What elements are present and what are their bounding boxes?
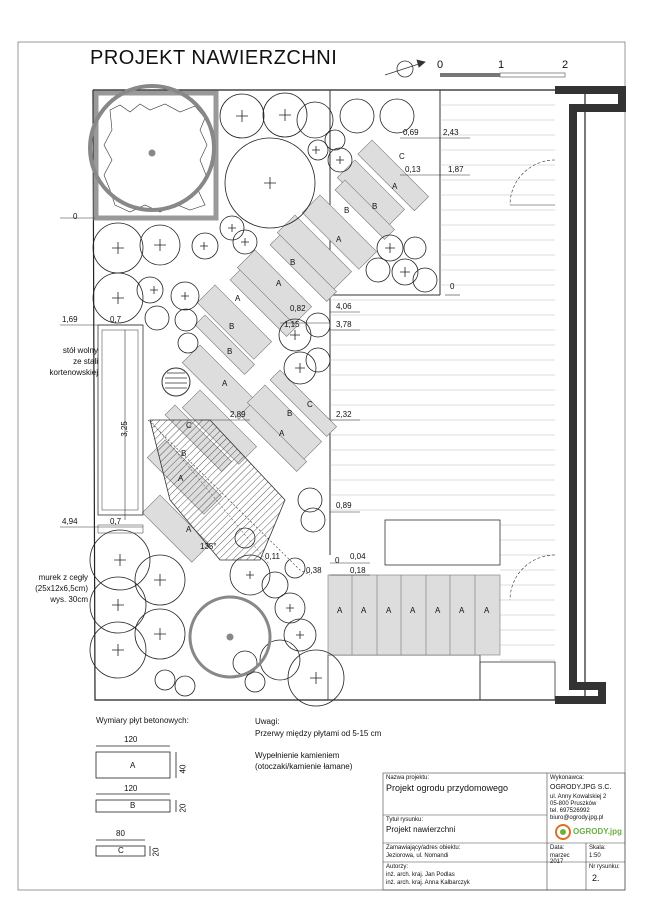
dimension-label: 4,94 xyxy=(62,517,78,526)
plate-label: A xyxy=(392,182,398,191)
plate-label: A xyxy=(276,279,282,288)
table-label-line3: kortenowskiej xyxy=(49,368,98,377)
tb-location: Jeziorowa, ul. Nomandi xyxy=(386,853,449,859)
plate-label: A xyxy=(459,606,465,615)
plate-label: A xyxy=(186,525,192,534)
dimension-label: 0,7 xyxy=(110,517,122,526)
notes-fill-1: Wypełnienie kamieniem xyxy=(255,751,340,760)
scale-label-0: 0 xyxy=(437,59,444,71)
dimension-label: 0,11 xyxy=(265,552,280,561)
dimension-label: 4,06 xyxy=(336,302,352,311)
plate-label: A xyxy=(337,606,343,615)
plate-label: A xyxy=(435,606,441,615)
plate-label: B xyxy=(372,202,378,211)
elevation-label: 0 xyxy=(73,212,78,221)
dimension-label: 2,32 xyxy=(336,410,352,419)
plate-label: B xyxy=(181,449,187,458)
legend-plate-c-name: C xyxy=(118,846,124,855)
tb-drawing-no: 2. xyxy=(592,873,600,883)
plate-label: B xyxy=(287,409,293,418)
angle-label: 135° xyxy=(200,542,217,551)
dimension-label: 2,43 xyxy=(443,128,459,137)
dimension-label: 1,87 xyxy=(448,165,464,174)
legend-plate-b-depth: 20 xyxy=(178,803,188,813)
dimension-label: 0,82 xyxy=(290,304,306,313)
plate-label: C xyxy=(307,400,313,409)
tb-author-2: inż. arch. kraj. Anna Kalbarczyk xyxy=(386,880,470,886)
dimension-label: 0,7 xyxy=(110,315,122,324)
dimension-label: 0,69 xyxy=(403,128,419,137)
dimension-label: 0,04 xyxy=(350,552,366,561)
tb-drawing-no-label: Nr rysunku: xyxy=(589,864,620,870)
plate-label: A xyxy=(361,606,367,615)
plate-label: A xyxy=(484,606,490,615)
legend-plate-c-depth: 20 xyxy=(151,847,161,857)
plate-label: B xyxy=(290,258,296,267)
table-label-line2: ze stali xyxy=(73,357,98,366)
scale-bar xyxy=(440,73,565,77)
round-table xyxy=(162,368,190,396)
legend-plate-b-width: 120 xyxy=(124,784,138,793)
tb-email: biuro@ogrody.jpg.pl xyxy=(550,815,604,821)
elevation-label: 0 xyxy=(450,282,455,291)
dimension-label: 0,38 xyxy=(306,566,322,575)
tb-address-2: 05-800 Pruszków xyxy=(550,801,597,807)
notes-heading: Uwagi: xyxy=(255,717,280,726)
legend-plate-a-width: 120 xyxy=(124,735,138,744)
tb-date-label: Data: xyxy=(550,845,565,851)
plate-label: C xyxy=(186,421,192,430)
plate-label: B xyxy=(227,347,233,356)
plate-label: A xyxy=(279,429,285,438)
elevation-label: 0 xyxy=(335,556,340,565)
dimension-label: 0,89 xyxy=(336,501,352,510)
wall-label-line3: wys. 30cm xyxy=(50,595,88,604)
table-label-line1: stół wolny xyxy=(62,346,98,355)
plate-label: A xyxy=(336,235,342,244)
dimension-label: 1,69 xyxy=(62,315,78,324)
plate-label: A xyxy=(410,606,416,615)
tb-drawing-title: Projekt nawierzchni xyxy=(386,825,456,834)
tb-contractor-label: Wykonawca: xyxy=(550,775,584,781)
plate-label: A xyxy=(386,606,392,615)
tb-logo-text: OGRODY.jpg xyxy=(573,827,622,836)
tb-date-value: marzec 2017 xyxy=(550,853,570,865)
wall-label-line1: murek z cegły xyxy=(38,573,88,582)
plate-label: C xyxy=(399,152,405,161)
tree-crown-large xyxy=(90,86,214,210)
tb-location-label: Zamawiający/adres obiektu: xyxy=(386,845,461,851)
plate-label: A xyxy=(235,294,241,303)
legend-plate-b-name: B xyxy=(130,801,136,810)
dimension-label: 3,78 xyxy=(336,320,352,329)
tb-scale-label: Skala: xyxy=(589,845,606,851)
tb-project-name: Projekt ogrodu przydomowego xyxy=(386,783,509,793)
paving-row xyxy=(328,575,500,655)
tb-drawing-title-label: Tytuł rysunku: xyxy=(386,817,424,823)
legend-heading: Wymiary płyt betonowych: xyxy=(96,716,189,725)
tb-authors-label: Autorzy: xyxy=(386,864,409,870)
tb-address-1: ul. Anny Kowalskiej 2 xyxy=(550,794,607,800)
dimension-label: 0,13 xyxy=(405,165,421,174)
wall-label-line2: (25x12x6,5cm) xyxy=(35,584,88,593)
building-wall xyxy=(555,90,622,700)
tb-phone: tel. 697526992 xyxy=(550,808,590,814)
dimension-label: 1,15 xyxy=(284,320,300,329)
legend-plate-a-depth: 40 xyxy=(178,764,188,774)
tb-scale-value: 1:50 xyxy=(589,853,601,859)
plate-label: B xyxy=(229,322,235,331)
dimension-label: 0,18 xyxy=(350,566,366,575)
scale-label-1: 1 xyxy=(498,59,505,71)
scale-label-2: 2 xyxy=(562,59,569,71)
legend-plate-a-name: A xyxy=(130,761,136,770)
tb-project-name-label: Nazwa projektu: xyxy=(386,775,430,781)
plate-label: A xyxy=(178,474,184,483)
page-title: PROJEKT NAWIERZCHNI xyxy=(90,47,338,69)
plate-label: B xyxy=(344,206,350,215)
plate-label: A xyxy=(222,379,228,388)
dimension-label: 3,25 xyxy=(119,421,129,437)
legend-plate-c-width: 80 xyxy=(116,829,125,838)
tb-company: OGRODY.JPG S.C. xyxy=(550,784,612,791)
notes-gaps: Przerwy między płytami od 5-15 cm xyxy=(255,729,382,738)
tb-author-1: inż. arch. kraj. Jan Podlas xyxy=(386,872,455,878)
north-arrow-icon xyxy=(385,60,425,77)
dimension-label: 2,89 xyxy=(230,410,246,419)
notes-fill-2: (otoczaki/kamienie łamane) xyxy=(255,762,353,771)
legend-plates xyxy=(96,746,176,856)
